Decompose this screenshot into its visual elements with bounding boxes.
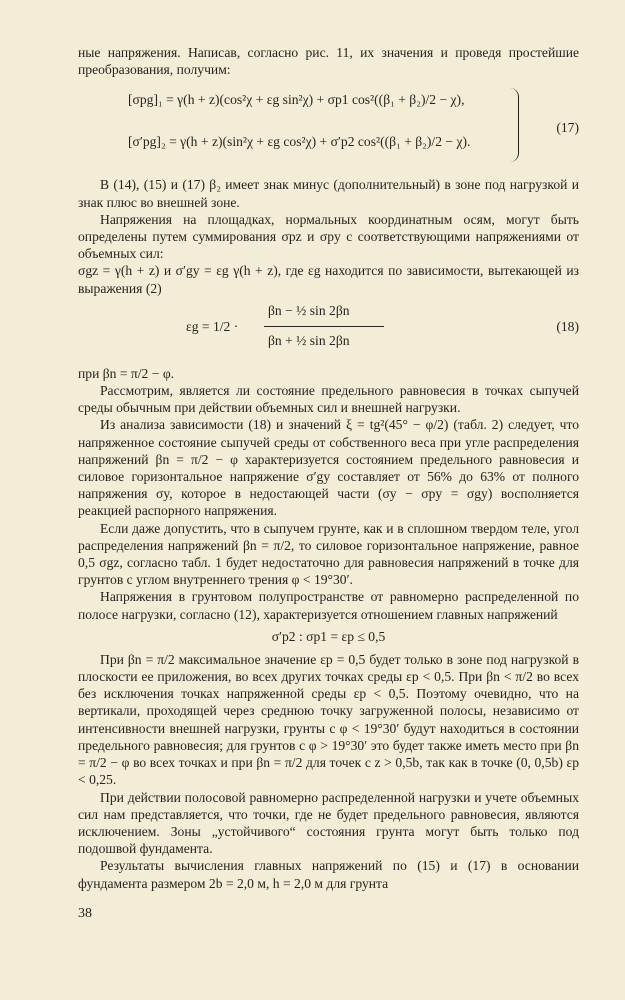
- paragraph-beta-n: при βn = π/2 − φ.: [78, 365, 175, 381]
- equation-brace: [510, 88, 519, 162]
- paragraph-assume: Если даже допустить, что в сыпучем грунте, как и в сплошном твердом теле, угол распределения напряжений βn = π/2, то силовое горизонтальное напряжение, равное 0,5 σgz, согласно табл. 1 будет недостаточно для равновесия напряжений в точке для грунтов с углом внутреннего трения φ < 19°30′.: [78, 520, 579, 588]
- paragraph-strip-load: При действии полосовой равномерно распределенной нагрузки и учете объемных сил нам представляется, что точки, где не будет предельного равновесия, являются исключением. Зоны „устойчивого“ состояния грунта могут быть только под подошвой фундамента.: [78, 789, 579, 857]
- paragraph-results: Результаты вычисления главных напряжений по (15) и (17) в основании фундамента размером 2b = 2,0 м, h = 2,0 м для грунта: [78, 858, 579, 891]
- paragraph-consider: Рассмотрим, является ли состояние предельного равновесия в точках сыпучей среды обычным при действии объемных сил и внешней нагрузки.: [78, 383, 579, 416]
- paragraph-beta-sign: В (14), (15) и (17) β₂ имеет знак минус (дополнительный) в зоне под нагрузкой и знак плюс во внешней зоне.: [78, 177, 579, 210]
- equation-17-system: [78, 84, 579, 170]
- equation-18: [78, 301, 579, 359]
- equation-ratio: σ′p2 : σp1 = εp ≤ 0,5: [271, 628, 386, 644]
- equation-17-line-1: [σpg]₁ = γ(h + z)(cos²χ + εg sin²χ) + σp1 cos²((β₁ + β₂)/2 − χ),: [128, 92, 465, 108]
- equation-17-number: (17): [556, 120, 579, 136]
- paragraph-sigma-gz: σgz = γ(h + z) и σ′gy = εg γ(h + z), где εg находится по зависимости, вытекающей из выражения (2): [78, 263, 579, 296]
- equation-18-fraction-bar: [264, 326, 384, 327]
- page-number: 38: [78, 906, 92, 921]
- equation-18-lhs: εg = 1/2 ·: [186, 318, 239, 334]
- paragraph-analysis: Из анализа зависимости (18) и значений ξ = tg²(45° − φ/2) (табл. 2) следует, что напряженное состояние сыпучей среды от собственного веса при угле распределения напряжений βn = π/2 − φ характеризуется состоянием предельного равновесия и силовое горизонтальное напряжение σ′gy составляет от 56% до 63% от полного напряжения σy, которое в недостающей части (σy − σpy = σgy) восполняется реакцией распорного напряжения.: [78, 417, 579, 519]
- paragraph-max-value: При βn = π/2 максимальное значение εp = 0,5 будет только в зоне под нагрузкой в плоскости ее приложения, во всех других точках среды εp < 0,5. При βn < π/2 во всех без исключения точках напряженной среды εp < 0,5. Поэтому очевидно, что на вертикали, проходящей через среднюю точку загруженной полосы, независимо от интенсивности внешней нагрузки, грунты с φ < 19°30′ будут находиться в состоянии предельного равновесия; для грунтов с φ > 19°30′ это будет также иметь место при βn = π/2 − φ во всех точках и при βn = π/2 для точек с z > 0,5b, так как в точке (0, 0,5b) εp < 0,25.: [78, 651, 579, 788]
- equation-18-number: (18): [556, 318, 579, 334]
- paragraph-stresses: Напряжения на площадках, нормальных координатным осям, могут быть определены путем суммирования σpz и σpy с соответствующими напряжениями от объемных сил:: [78, 211, 579, 262]
- equation-18-numerator: βn − ½ sin 2βn: [268, 302, 350, 318]
- paragraph-intro: ные напряжения. Написав, согласно рис. 11, их значения и проведя простейшие преобразования, получим:: [78, 45, 579, 78]
- equation-17-line-2: [σ′pg]₂ = γ(h + z)(sin²χ + εg cos²χ) + σ′p2 cos²((β₁ + β₂)/2 − χ).: [128, 134, 471, 150]
- equation-18-denominator: βn + ½ sin 2βn: [268, 332, 350, 348]
- paragraph-halfspace: Напряжения в грунтовом полупространстве от равномерно распределенной по полосе нагрузки, согласно (12), характеризуется отношением главных напряжений: [78, 589, 579, 622]
